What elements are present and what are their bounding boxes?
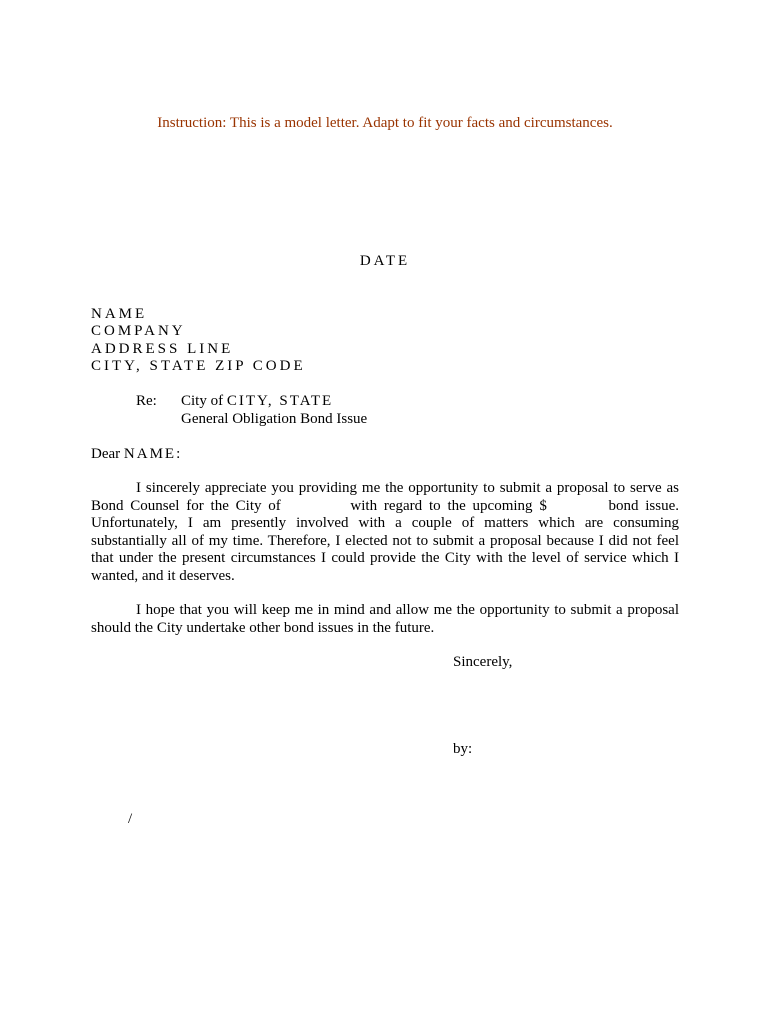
closing: Sincerely, (453, 654, 513, 670)
instruction-note: Instruction: This is a model letter. Adapt to fit your facts and circumstances. (157, 115, 613, 131)
paragraph2-text: I hope that you will keep me in mind and allow me the opportunity to submit a proposal should the City undertake other bond issues in the future. (91, 602, 679, 636)
recipient-city-state-zip: CITY, STATE ZIP CODE (91, 358, 306, 374)
paragraph1-part2: with regard to the upcoming $ (350, 497, 547, 514)
recipient-company: COMPANY (91, 323, 186, 339)
salutation-suffix: : (176, 446, 181, 462)
body-paragraph-1 (91, 480, 679, 585)
re-label: Re: (136, 393, 157, 409)
paragraph1-part1: I sincerely appreciate you providing me the opportunity to submit a proposal to serve as Bond Counsel for the City of (91, 480, 679, 514)
salutation-name: NAME (123, 446, 177, 462)
initials-marker: / (128, 811, 133, 827)
re-city-prefix: City of (181, 393, 227, 409)
recipient-address-line: ADDRESS LINE (91, 341, 234, 357)
re-subject-line1 (181, 392, 333, 410)
re-subject-line2: General Obligation Bond Issue (181, 411, 368, 427)
by-label: by: (453, 741, 473, 757)
letter-date: DATE (359, 253, 411, 269)
salutation-prefix: Dear (91, 446, 124, 462)
body-paragraph-2 (91, 602, 679, 637)
recipient-name: NAME (91, 306, 148, 322)
re-city-placeholder: CITY, STATE (226, 393, 334, 409)
paragraph1-part3: bond issue. Unfortunately, I am presently involved with a couple of matters which are consuming substantially all of my time. Therefore, I elected not to submit a proposal because I did not feel that under the present circumstances I could provide the City with the level of service which I wanted, and it deserves. (91, 497, 679, 584)
salutation (91, 445, 180, 463)
